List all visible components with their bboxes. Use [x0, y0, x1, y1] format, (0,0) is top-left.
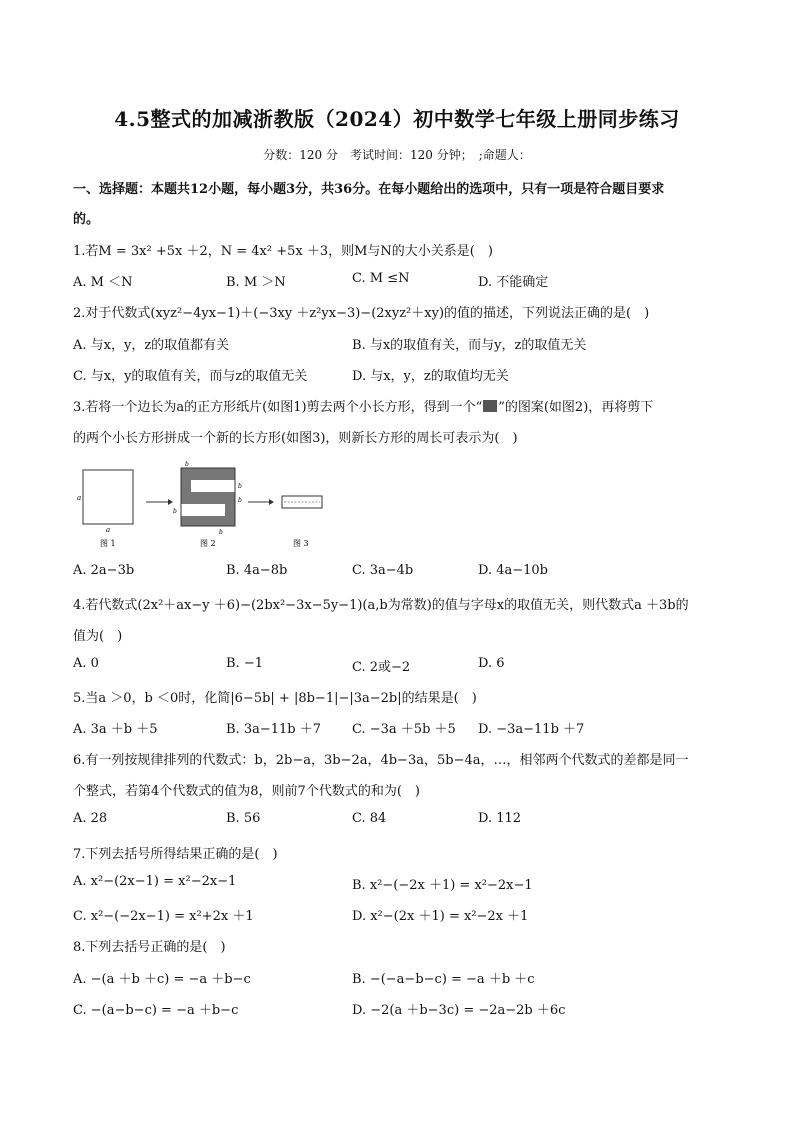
q3-figure [73, 458, 333, 550]
figure3-caption: 图 3 [293, 539, 309, 548]
q4-option-c: C. 2或−2 [352, 660, 411, 675]
q6-option-d: D. 112 [478, 811, 522, 826]
q2-option-c: C. 与x，y的取值有关，而与z的取值无关 [73, 369, 308, 384]
figure1-square [83, 470, 133, 524]
page-title: 4.5整式的加减浙教版（2024）初中数学七年级上册同步练习 [114, 107, 680, 131]
q7-option-d: D. x²−(2x ＋1) = x²−2x ＋1 [352, 909, 529, 924]
q6-option-c: C. 84 [352, 811, 387, 826]
q2-option-b: B. 与x的取值有关，而与y，z的取值无关 [352, 338, 587, 353]
q4-stem-line1: 4.若代数式(2x²＋ax−y ＋6)−(2bx²−3x−5y−1)(a,b为常数)的值与字母x的取值无关，则代数式a ＋3b的 [73, 598, 689, 613]
figure2-caption: 图 2 [200, 539, 216, 548]
q2-option-a: A. 与x，y，z的取值都有关 [73, 338, 230, 353]
q6-stem-line2: 个整式，若第4个代数式的值为8，则前7个代数式的和为( ) [73, 784, 420, 799]
q1-option-a: A. M ＜N [73, 275, 133, 290]
figure1-side-label-left: a [77, 494, 82, 502]
figure2-label-b-right: b [238, 483, 242, 490]
q4-option-b: B. −1 [226, 656, 263, 671]
q2-option-d: D. 与x，y，z的取值均无关 [352, 369, 509, 384]
q5-option-b: B. 3a−11b ＋7 [226, 722, 321, 737]
q5-stem: 5.当a ＞0，b ＜0时，化简|6−5b| + |8b−1|−|3a−2b|的结果是( ) [73, 691, 477, 706]
q4-option-d: D. 6 [478, 656, 505, 671]
figure2-label-b-right2: b [238, 497, 242, 504]
q5-option-a: A. 3a ＋b ＋5 [73, 722, 158, 737]
arrow-icon [168, 499, 173, 505]
s-shape-icon [483, 400, 497, 412]
figure1-caption: 图 1 [100, 539, 116, 548]
q8-option-b: B. −(−a−b−c) = −a ＋b ＋c [352, 972, 535, 987]
q1-option-c: C. M ≤N [352, 271, 410, 286]
q5-option-d: D. −3a−11b ＋7 [478, 722, 585, 737]
exam-meta: 分数：120 分 考试时间：120 分钟； ;命题人： [263, 148, 531, 162]
q4-option-a: A. 0 [73, 656, 99, 671]
q1-option-b: B. M ＞N [226, 275, 286, 290]
q5-option-c: C. −3a ＋5b ＋5 [352, 722, 456, 737]
q3-stem-part2: ”的图案(如图2)，再将剪下 [498, 400, 654, 415]
figure1-side-label-bottom: a [106, 526, 111, 534]
q4-stem-line2: 值为( ) [73, 629, 123, 644]
figure2-label-b-left: b [173, 508, 177, 515]
q3-stem-line2: 的两个小长方形拼成一个新的长方形(如图3)，则新长方形的周长可表示为( ) [73, 431, 518, 446]
q8-stem: 8.下列去括号正确的是( ) [73, 940, 226, 955]
q1-option-d: D. 不能确定 [478, 275, 549, 290]
figure2-label-b-top: b [185, 461, 189, 468]
q3-option-c: C. 3a−4b [352, 563, 414, 578]
q6-stem-line1: 6.有一列按规律排列的代数式：b，2b−a，3b−2a，4b−3a，5b−4a，…，相邻两个代数式的差都是同一 [73, 753, 689, 768]
q6-option-b: B. 56 [226, 811, 261, 826]
q8-option-c: C. −(a−b−c) = −a ＋b−c [73, 1003, 239, 1018]
section-header-line2: 的。 [73, 212, 100, 227]
q8-option-a: A. −(a ＋b ＋c) = −a ＋b−c [73, 972, 251, 987]
q3-option-d: D. 4a−10b [478, 563, 549, 578]
q7-option-a: A. x²−(2x−1) = x²−2x−1 [73, 874, 237, 889]
q3-stem-part1: 3.若将一个边长为a的正方形纸片(如图1)剪去两个小长方形，得到一个“ [73, 400, 483, 415]
q3-stem-line1 [73, 396, 653, 415]
q7-stem: 7.下列去括号所得结果正确的是( ) [73, 847, 278, 862]
q1-stem: 1.若M = 3x² +5x ＋2，N = 4x² +5x ＋3，则M与N的大小关系是( ) [73, 244, 493, 259]
q7-option-b: B. x²−(−2x ＋1) = x²−2x−1 [352, 878, 533, 893]
q6-option-a: A. 28 [73, 811, 108, 826]
q3-option-a: A. 2a−3b [73, 563, 135, 578]
figure2-label-b-bottom: b [219, 529, 223, 536]
arrow-icon [269, 499, 274, 505]
q2-stem: 2.对于代数式(xyz²−4yx−1)＋(−3xy ＋z²yx−3)−(2xyz²＋xy)的值的描述，下列说法正确的是( ) [73, 306, 650, 321]
figure2-s-shape [181, 468, 235, 526]
q8-option-d: D. −2(a ＋b−3c) = −2a−2b ＋6c [352, 1003, 566, 1018]
q3-option-b: B. 4a−8b [226, 563, 288, 578]
q7-option-c: C. x²−(−2x−1) = x²+2x ＋1 [73, 909, 254, 924]
section-header-line1: 一、选择题：本题共12小题，每小题3分，共36分。在每小题给出的选项中，只有一项是符合题目要求 [73, 182, 665, 197]
